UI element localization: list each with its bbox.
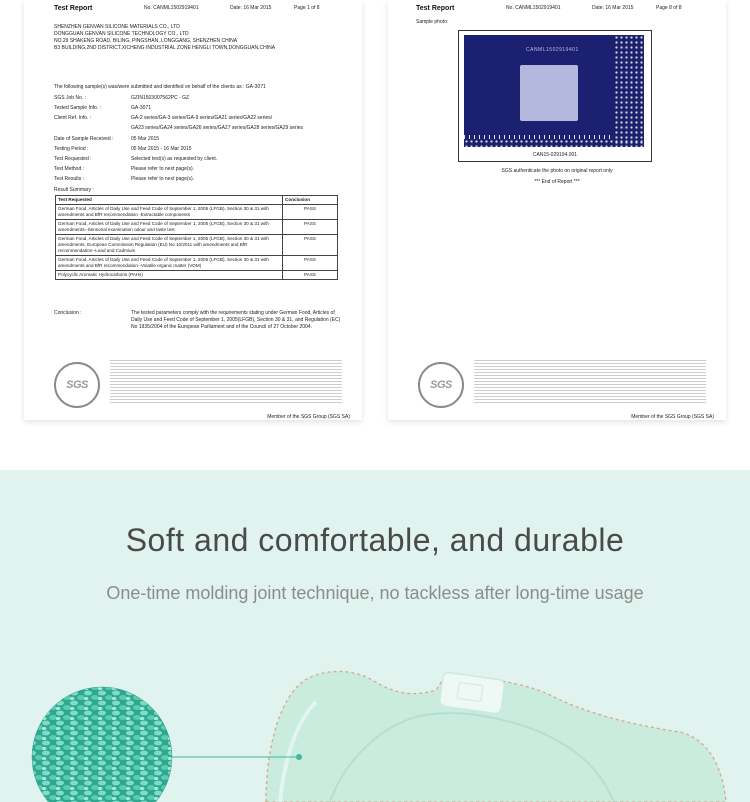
field-label: Tested Sample Info. :	[54, 105, 101, 111]
report-date: Date: 16 Mar 2015	[230, 5, 272, 11]
bib-illustration	[0, 470, 750, 802]
member-note: Member of the SGS Group (SGS SA)	[267, 414, 350, 420]
sample-photo	[464, 35, 644, 147]
fine-print-block	[474, 360, 706, 404]
photo-label: CANML1502919401	[526, 47, 579, 53]
feature-section	[0, 470, 750, 802]
conclusion-label: Conclusion :	[54, 310, 82, 316]
field-label: Test Requested :	[54, 156, 92, 162]
table-row	[56, 256, 338, 271]
field-value: Please refer to next page(s).	[131, 166, 195, 172]
member-note: Member of the SGS Group (SGS SA)	[631, 414, 714, 420]
client-address	[54, 24, 275, 52]
end-of-report: *** End of Report ***	[534, 179, 580, 185]
field-value: GA-2 series/GA-3 series/GA-9 series/GA21 series/GA22 series/	[131, 115, 273, 121]
fine-print-block	[110, 360, 342, 404]
table-cell-result: PASS	[283, 220, 338, 235]
photo-caption: CAN15-029194.001	[532, 152, 578, 158]
table-cell-result: PASS	[283, 235, 338, 256]
sgs-seal-icon: SGS	[418, 362, 464, 408]
table-cell-result: PASS	[283, 205, 338, 220]
report-title: Test Report	[54, 5, 93, 12]
field-label: Test Method :	[54, 166, 85, 172]
report-page: Page 1 of 8	[294, 5, 320, 11]
field-value: Selected test(s) as requested by client.	[131, 156, 218, 162]
field-value: 05 Mar 2015	[131, 136, 160, 142]
result-summary-table	[55, 195, 338, 280]
report-page: Page 8 of 8	[656, 5, 682, 11]
field-label: Client Ref. Info. :	[54, 115, 92, 121]
table-header: Test Requested	[56, 196, 283, 205]
report-number: No. CANML1502919401	[506, 5, 561, 11]
field-value: GA23 series/GA24 series/GA26 series/GA27 series/GA28 series/GA29 series	[131, 125, 304, 131]
address-line: DONGGUAN GENVAN SILICONE TECHNOLOGY CO., LTD	[54, 31, 189, 37]
feature-headline: Soft and comfortable, and durable	[125, 522, 625, 558]
silicone-granules-image	[30, 685, 175, 802]
test-report-page-1: Test Report No. CANML1502919401 Date: 16 Mar 2015 Page 1 of 8 SHENZHEN GENVAN SILICONE MATERIALS CO., LTD DONGGUAN GENVAN SILICONE TECHNOLOGY CO., LTD NO.29 SHAKENG ROAD, BILING, PINGSHAN, LONGGANG, SHENZHEN CHINA B3 BUILDING,2ND DISTRICT,XICHENG INDUSTRIAL ZONE HENGLI TOWN,DONGGUAN,CHINA The following sample(s) was/were submitted and identified on behalf of the clients as : GA-3071 SGS Job No. : GZIN1503007562PC - GZ Tested Sample Info. : GA-3071 Client Ref. Info. : GA-2 series/GA-3 series/GA-9 series/GA21 series/GA22 series/ GA23 series/GA24 series/GA26 series/GA27 series/GA28 series/GA29 series Date of Sample Received : 05 Mar 2015 Testing Period : 05 Mar 2015 - 16 Mar 2015 Test Requested : Selected test(s) as requested by client. Test Method : Please refer to next page(s). Test Results : Please refer to next page(s). Result Summary : Test Requested Conclusion German Food, Articles of Daily Use and Feed Code of September 1, 2005 (LFGB), Section 30 & 31 with amendments and BfR recommendation -Extractable components PASS German Food, Articles of Daily Use and Feed Code of September 1, 2005 (LFGB), Section 30 & 31 with amendments--Sensorial examination odour and taste test PASS German Food, Articles of Daily Use and Feed Code of September 1, 2005 (LFGB), Section 30 & 31 with amendments, European Commission Regulation (EU) No 10/2011 with amendments and BfR recommendation--Lead and Cadmium PASS German Food, Articles of Daily Use and Feed Code of September 1, 2005 (LFGB), Section 30 & 31 with amendments and BfR recommendation--Volatile organic matter (VOM) PASS Polycyclic Aromatic Hydrocarbons (PAHs) PASS Conclusion : The tested parameters comply with the requirements stating under German Food, Articles of Daily Use and Feed Code of September 1, 2005(LFGB), Section 30 & 31, and Regulation (EC) No 1935/2004 of the European Parliament and of the Council of 27 October 2004. SGS Member of the SGS Group (SGS SA)	[24, 0, 362, 420]
sample-photo-frame	[458, 30, 652, 162]
table-cell-result: PASS	[283, 256, 338, 271]
table-row	[56, 220, 338, 235]
sgs-authentication-note: SGS authenticate the photo on original report only	[501, 168, 613, 174]
report-footer	[54, 358, 344, 416]
table-row	[56, 235, 338, 256]
table-header: Conclusion	[283, 196, 338, 205]
report-date: Date: 16 Mar 2015	[592, 5, 634, 11]
table-cell-test: German Food, Articles of Daily Use and Feed Code of September 1, 2005 (LFGB), Section 30 & 31 with amendments and BfR recommendation--Volatile organic matter (VOM)	[56, 256, 283, 271]
conclusion-text: The tested parameters comply with the requirements stating under German Food, Articles of Daily Use and Feed Code of September 1, 2005(LFGB), Section 30 & 31, and Regulation (EC) No 1935/2004 of the European Parliament and of the Council of 27 October 2004.	[131, 310, 341, 330]
grid-dots-bottom	[464, 139, 644, 147]
field-label: SGS Job No. :	[54, 95, 86, 101]
table-row	[56, 205, 338, 220]
callout-dot	[296, 754, 302, 760]
table-cell-test: German Food, Articles of Daily Use and Feed Code of September 1, 2005 (LFGB), Section 30 & 31 with amendments, European Commission Regulation (EU) No 10/2011 with amendments and BfR recommendation--Lead and Cadmium	[56, 235, 283, 256]
field-value: 05 Mar 2015 - 16 Mar 2015	[131, 146, 192, 152]
table-cell-test: German Food, Articles of Daily Use and Feed Code of September 1, 2005 (LFGB), Section 30 & 31 with amendments--Sensorial examination odour and taste test	[56, 220, 283, 235]
report-title: Test Report	[416, 5, 455, 12]
field-label: Testing Period :	[54, 146, 89, 152]
report-header	[54, 5, 352, 17]
sgs-seal-icon: SGS	[54, 362, 100, 408]
field-label: Test Results :	[54, 176, 85, 182]
report-header	[416, 5, 716, 17]
report-footer	[418, 358, 708, 416]
grid-dots	[614, 35, 644, 147]
field-label: Date of Sample Received :	[54, 136, 114, 142]
address-line: SHENZHEN GENVAN SILICONE MATERIALS CO., LTD	[54, 24, 180, 30]
table-cell-result: PASS	[283, 271, 338, 280]
table-header-row	[56, 196, 338, 205]
address-line: B3 BUILDING,2ND DISTRICT,XICHENG INDUSTRIAL ZONE HENGLI TOWN,DONGGUAN,CHINA	[54, 45, 276, 51]
field-value: GA-3071	[131, 105, 152, 111]
table-cell-test: German Food, Articles of Daily Use and Feed Code of September 1, 2005 (LFGB), Section 30 & 31 with amendments and BfR recommendation -Extractable components	[56, 205, 283, 220]
test-report-page-8: Test Report No. CANML1502919401 Date: 16 Mar 2015 Page 8 of 8 Sample photo: CANML1502919401 CAN15-029194.001 SGS authenticate the photo on original report only *** End of Report *** SGS Member of the SGS Group (SGS SA)	[388, 0, 726, 420]
table-row	[56, 271, 338, 280]
silicone-sample-image	[520, 65, 578, 121]
address-line: NO.29 SHAKENG ROAD, BILING, PINGSHAN, LONGGANG, SHENZHEN CHINA	[54, 38, 238, 44]
feature-subline: One-time molding joint technique, no tackless after long-time usage	[106, 583, 644, 603]
field-value: GZIN1503007562PC - GZ	[131, 95, 190, 101]
report-number: No. CANML1502919401	[144, 5, 199, 11]
conclusion	[54, 310, 341, 330]
table-cell-test: Polycyclic Aromatic Hydrocarbons (PAHs)	[56, 271, 283, 280]
field-value: Please refer to next page(s).	[131, 176, 195, 182]
